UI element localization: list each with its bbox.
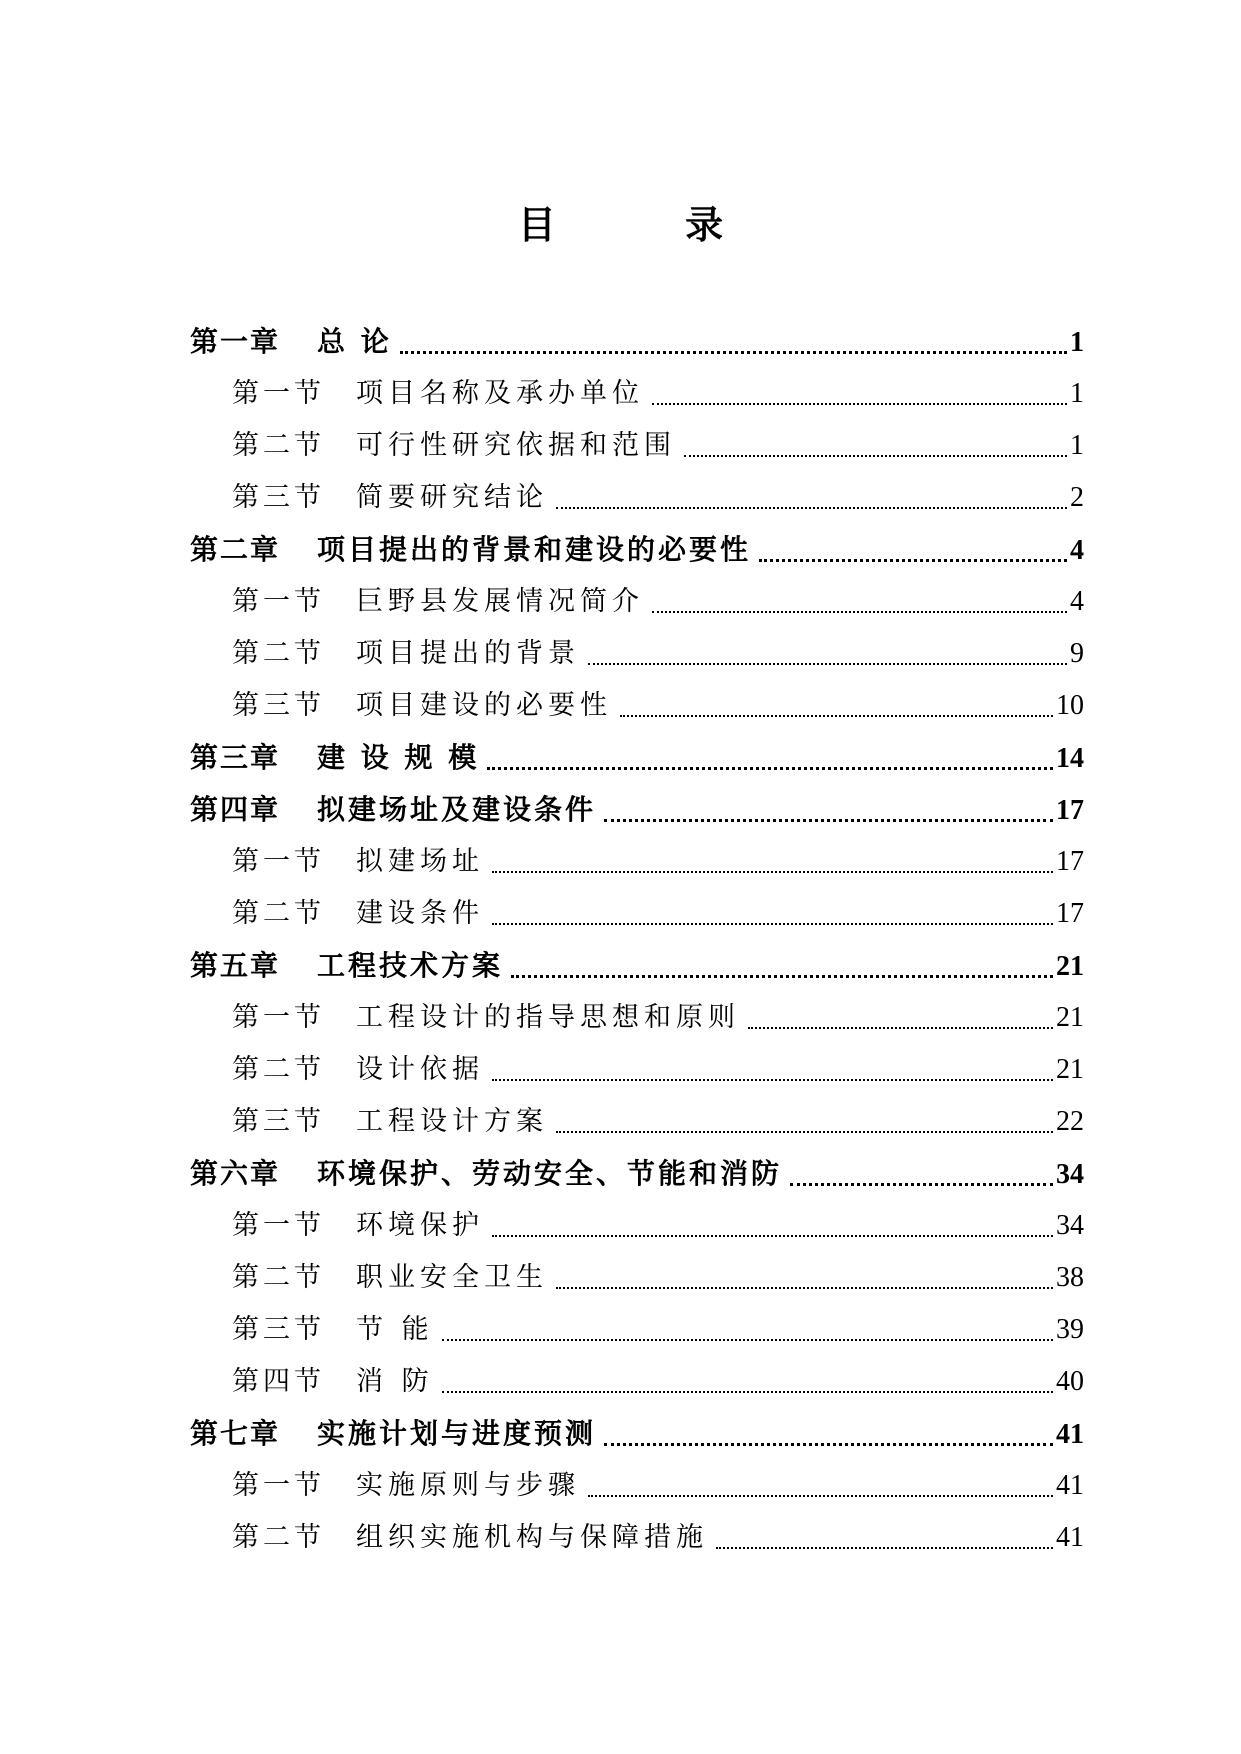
section-title: 建设条件: [356, 898, 484, 929]
section-number: 第一节: [232, 1210, 325, 1241]
toc-section-entry[interactable]: [190, 992, 1084, 1044]
toc-section-entry[interactable]: [190, 1096, 1084, 1148]
toc-section-entry[interactable]: [190, 680, 1084, 732]
section-title: 巨野县发展情况简介: [356, 586, 644, 617]
section-number: 第一节: [232, 1470, 325, 1501]
toc-section-entry[interactable]: [190, 628, 1084, 680]
dot-leader: [492, 1235, 1053, 1237]
dot-leader: [511, 975, 1053, 978]
chapter-title: 建 设 规 模: [317, 741, 480, 774]
chapter-number: 第四章: [190, 793, 281, 826]
page-number: 22: [1056, 1106, 1084, 1137]
section-number: 第二节: [232, 898, 325, 929]
page-number: 21: [1056, 1054, 1084, 1085]
page-number: 17: [1056, 898, 1084, 929]
dot-leader: [759, 559, 1067, 562]
section-title: 可行性研究依据和范围: [356, 430, 676, 461]
dot-leader: [556, 507, 1067, 509]
toc-section-entry[interactable]: [190, 1200, 1084, 1252]
section-number: 第一节: [232, 586, 325, 617]
page-number: 34: [1056, 1159, 1084, 1190]
section-title: 工程设计的指导思想和原则: [356, 1002, 740, 1033]
toc-section-entry[interactable]: [190, 1356, 1084, 1408]
dot-leader: [442, 1339, 1053, 1341]
dot-leader: [492, 923, 1053, 925]
toc-section-entry[interactable]: [190, 472, 1084, 524]
toc-section-entry[interactable]: [190, 1044, 1084, 1096]
page-number: 38: [1056, 1262, 1084, 1293]
chapter-title: 实施计划与进度预测: [317, 1417, 597, 1450]
page-number: 17: [1056, 795, 1084, 826]
dot-leader: [442, 1391, 1053, 1393]
dot-leader: [716, 1547, 1053, 1549]
section-title: 职业安全卫生: [356, 1262, 548, 1293]
page-number: 41: [1056, 1419, 1084, 1450]
toc-section-entry[interactable]: [190, 576, 1084, 628]
toc-chapter-entry[interactable]: [190, 316, 1084, 368]
toc-section-entry[interactable]: [190, 1252, 1084, 1304]
section-title: 节 能: [356, 1314, 434, 1345]
page-number: 41: [1056, 1470, 1084, 1501]
page-number: 2: [1070, 482, 1084, 513]
dot-leader: [492, 871, 1053, 873]
chapter-title: 环境保护、劳动安全、节能和消防: [317, 1157, 783, 1190]
dot-leader: [684, 455, 1067, 457]
dot-leader: [652, 403, 1067, 405]
chapter-number: 第二章: [190, 533, 281, 566]
toc-chapter-entry[interactable]: [190, 784, 1084, 836]
section-title: 设计依据: [356, 1054, 484, 1085]
chapter-number: 第三章: [190, 741, 281, 774]
section-title: 组织实施机构与保障措施: [356, 1522, 708, 1553]
section-number: 第二节: [232, 1262, 325, 1293]
dot-leader: [492, 1079, 1053, 1081]
section-number: 第三节: [232, 690, 325, 721]
section-title: 环境保护: [356, 1210, 484, 1241]
chapter-title: 拟建场址及建设条件: [317, 793, 597, 826]
section-number: 第三节: [232, 1106, 325, 1137]
section-number: 第一节: [232, 846, 325, 877]
toc-section-entry[interactable]: [190, 888, 1084, 940]
dot-leader: [604, 819, 1053, 822]
toc-section-entry[interactable]: [190, 1304, 1084, 1356]
toc-section-entry[interactable]: [190, 1460, 1084, 1512]
section-number: 第一节: [232, 1002, 325, 1033]
toc-section-entry[interactable]: [190, 368, 1084, 420]
dot-leader: [588, 1495, 1053, 1497]
page-number: 4: [1070, 535, 1084, 566]
chapter-title: 项目提出的背景和建设的必要性: [317, 533, 752, 566]
page-number: 41: [1056, 1522, 1084, 1553]
page-number: 1: [1070, 378, 1084, 409]
page-number: 4: [1070, 586, 1084, 617]
dot-leader: [790, 1183, 1053, 1186]
dot-leader: [588, 663, 1067, 665]
toc-chapter-entry[interactable]: [190, 1148, 1084, 1200]
toc-section-entry[interactable]: [190, 836, 1084, 888]
page-number: 21: [1056, 951, 1084, 982]
section-title: 项目名称及承办单位: [356, 378, 644, 409]
dot-leader: [556, 1287, 1053, 1289]
toc-section-entry[interactable]: [190, 420, 1084, 472]
page-title: 目 录: [517, 202, 782, 247]
page-number: 40: [1056, 1366, 1084, 1397]
dot-leader: [748, 1027, 1053, 1029]
page-number: 1: [1070, 327, 1084, 358]
section-number: 第三节: [232, 1314, 325, 1345]
page-number: 17: [1056, 846, 1084, 877]
section-number: 第一节: [232, 378, 325, 409]
dot-leader: [620, 715, 1053, 717]
page-number: 9: [1070, 638, 1084, 669]
section-title: 工程设计方案: [356, 1106, 548, 1137]
dot-leader: [400, 351, 1067, 354]
chapter-number: 第七章: [190, 1417, 281, 1450]
section-title: 项目提出的背景: [356, 638, 580, 669]
section-number: 第二节: [232, 430, 325, 461]
toc-chapter-entry[interactable]: [190, 732, 1084, 784]
chapter-number: 第六章: [190, 1157, 281, 1190]
chapter-title: 工程技术方案: [317, 949, 504, 982]
page-number: 34: [1056, 1210, 1084, 1241]
dot-leader: [487, 767, 1053, 770]
section-number: 第四节: [232, 1366, 325, 1397]
section-title: 实施原则与步骤: [356, 1470, 580, 1501]
toc-section-entry[interactable]: [190, 1512, 1084, 1564]
section-title: 项目建设的必要性: [356, 690, 612, 721]
toc-chapter-entry[interactable]: [190, 940, 1084, 992]
section-number: 第三节: [232, 482, 325, 513]
chapter-title: 总 论: [317, 325, 392, 358]
section-number: 第二节: [232, 638, 325, 669]
table-of-contents: [190, 316, 1084, 1564]
dot-leader: [652, 611, 1067, 613]
section-number: 第二节: [232, 1054, 325, 1085]
page-number: 10: [1056, 690, 1084, 721]
chapter-number: 第五章: [190, 949, 281, 982]
chapter-number: 第一章: [190, 325, 281, 358]
section-title: 消 防: [356, 1366, 434, 1397]
section-number: 第二节: [232, 1522, 325, 1553]
dot-leader: [556, 1131, 1053, 1133]
page-number: 1: [1070, 430, 1084, 461]
page-number: 39: [1056, 1314, 1084, 1345]
dot-leader: [604, 1443, 1053, 1446]
page-number: 14: [1056, 743, 1084, 774]
section-title: 拟建场址: [356, 846, 484, 877]
section-title: 简要研究结论: [356, 482, 548, 513]
toc-chapter-entry[interactable]: [190, 1408, 1084, 1460]
page-number: 21: [1056, 1002, 1084, 1033]
toc-chapter-entry[interactable]: [190, 524, 1084, 576]
